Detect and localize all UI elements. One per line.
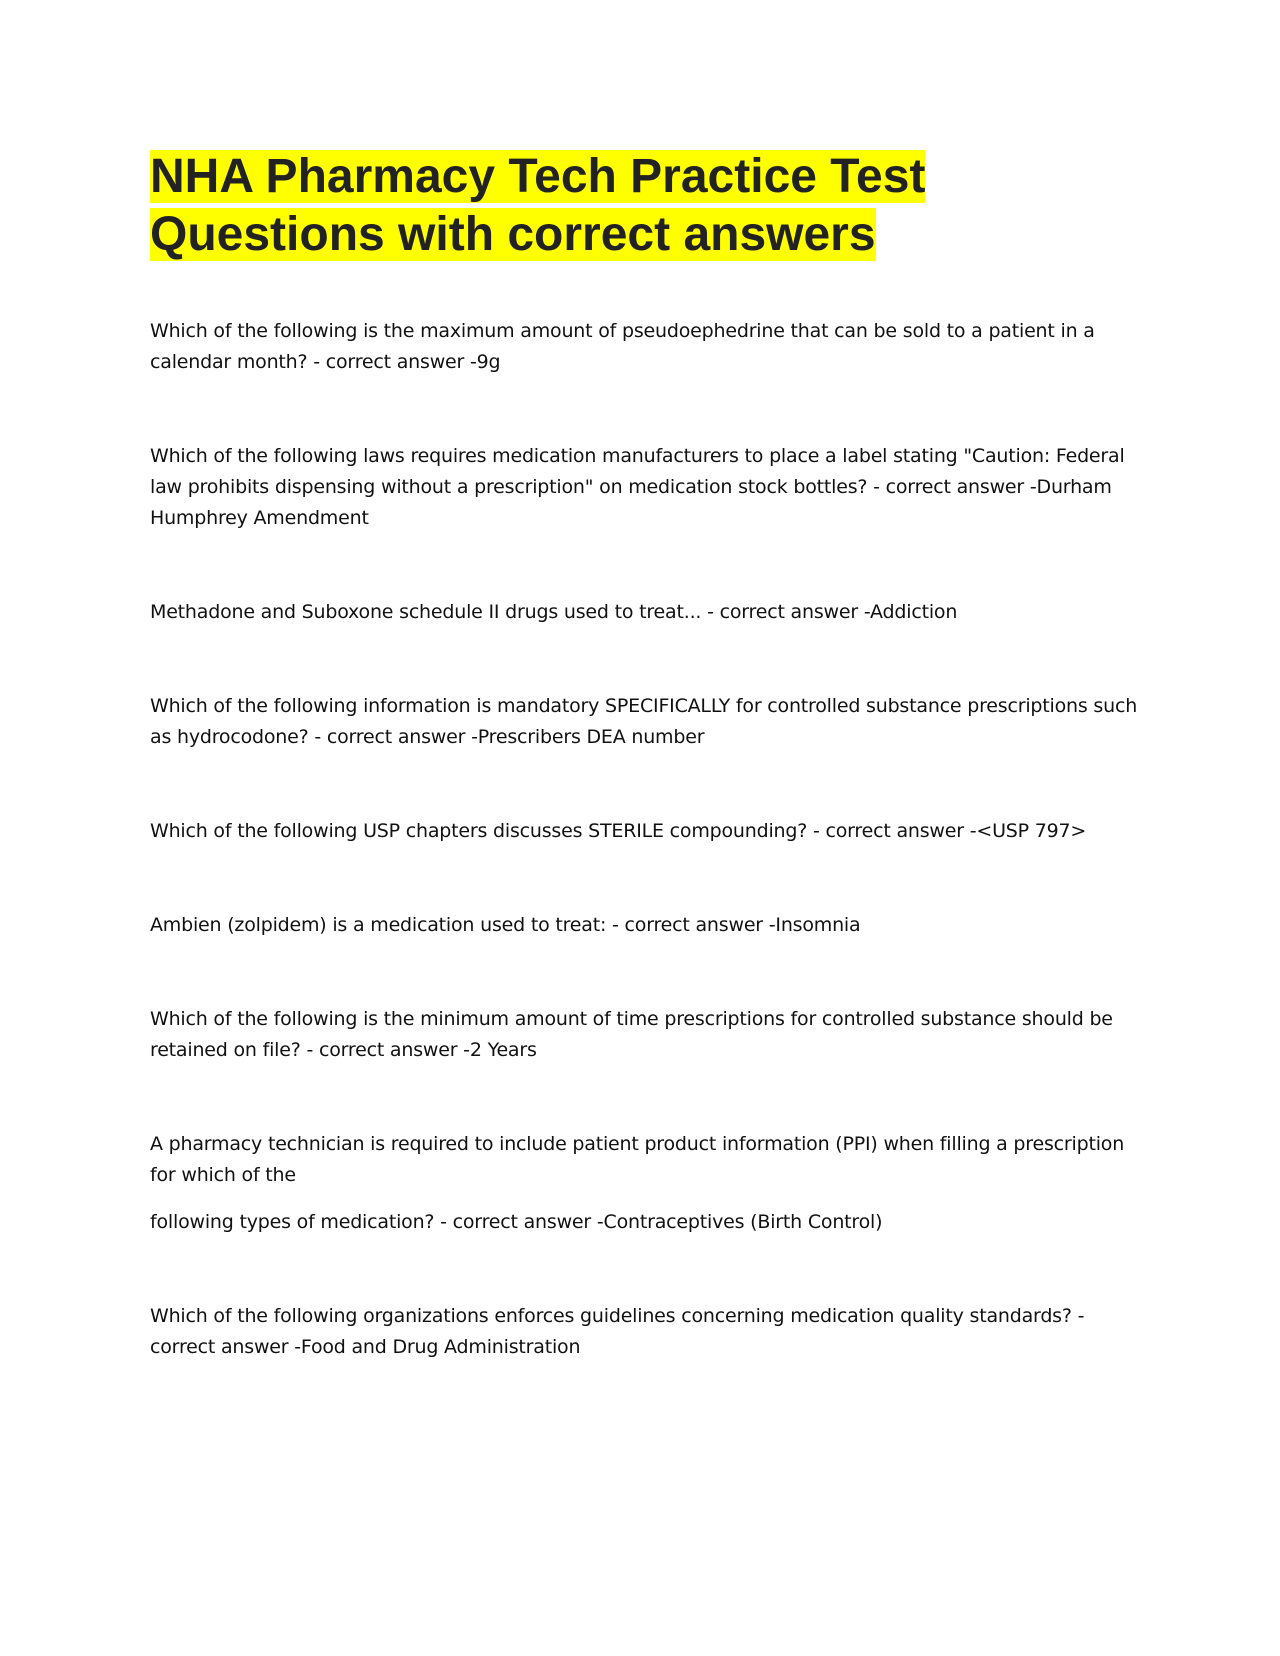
- question-answer-9: Which of the following organizations enforces guidelines concerning medication quality standards? - correct answer -Food and Drug Administration: [150, 1305, 1085, 1358]
- question-answer-7: Which of the following is the minimum amount of time prescriptions for controlled substance should be retained on file? - correct answer -2 Years: [150, 1008, 1113, 1061]
- question-answer-6: Ambien (zolpidem) is a medication used to treat: - correct answer -Insomnia: [150, 914, 861, 936]
- question-answer-3: Methadone and Suboxone schedule II drugs used to treat... - correct answer -Addiction: [150, 601, 958, 623]
- page-title: [150, 148, 1140, 264]
- question-answer-4: Which of the following information is mandatory SPECIFICALLY for controlled substance prescriptions such as hydrocodone? - correct answer -Prescribers DEA number: [150, 695, 1138, 748]
- question-answer-8-part-2: following types of medication? - correct answer -Contraceptives (Birth Control): [150, 1211, 883, 1233]
- question-answer-8: [150, 1129, 1140, 1238]
- question-answer-1: Which of the following is the maximum amount of pseudoephedrine that can be sold to a patient in a calendar month? - correct answer -9g: [150, 320, 1095, 373]
- title-line-2: Questions with correct answers: [150, 208, 876, 261]
- document-page: [150, 148, 1140, 1426]
- question-answer-5: Which of the following USP chapters discusses STERILE compounding? - correct answer -<USP 797>: [150, 820, 1087, 842]
- question-list: [150, 316, 1140, 1363]
- question-answer-2: Which of the following laws requires medication manufacturers to place a label stating "Caution: Federal law prohibits dispensing without a prescription" on medication stock bottles? - correct answer -Durham Humphrey Amendment: [150, 445, 1125, 529]
- title-line-1: NHA Pharmacy Tech Practice Test: [150, 150, 926, 203]
- question-answer-8-part-1: A pharmacy technician is required to include patient product information (PPI) when filling a prescription for which of the: [150, 1133, 1125, 1186]
